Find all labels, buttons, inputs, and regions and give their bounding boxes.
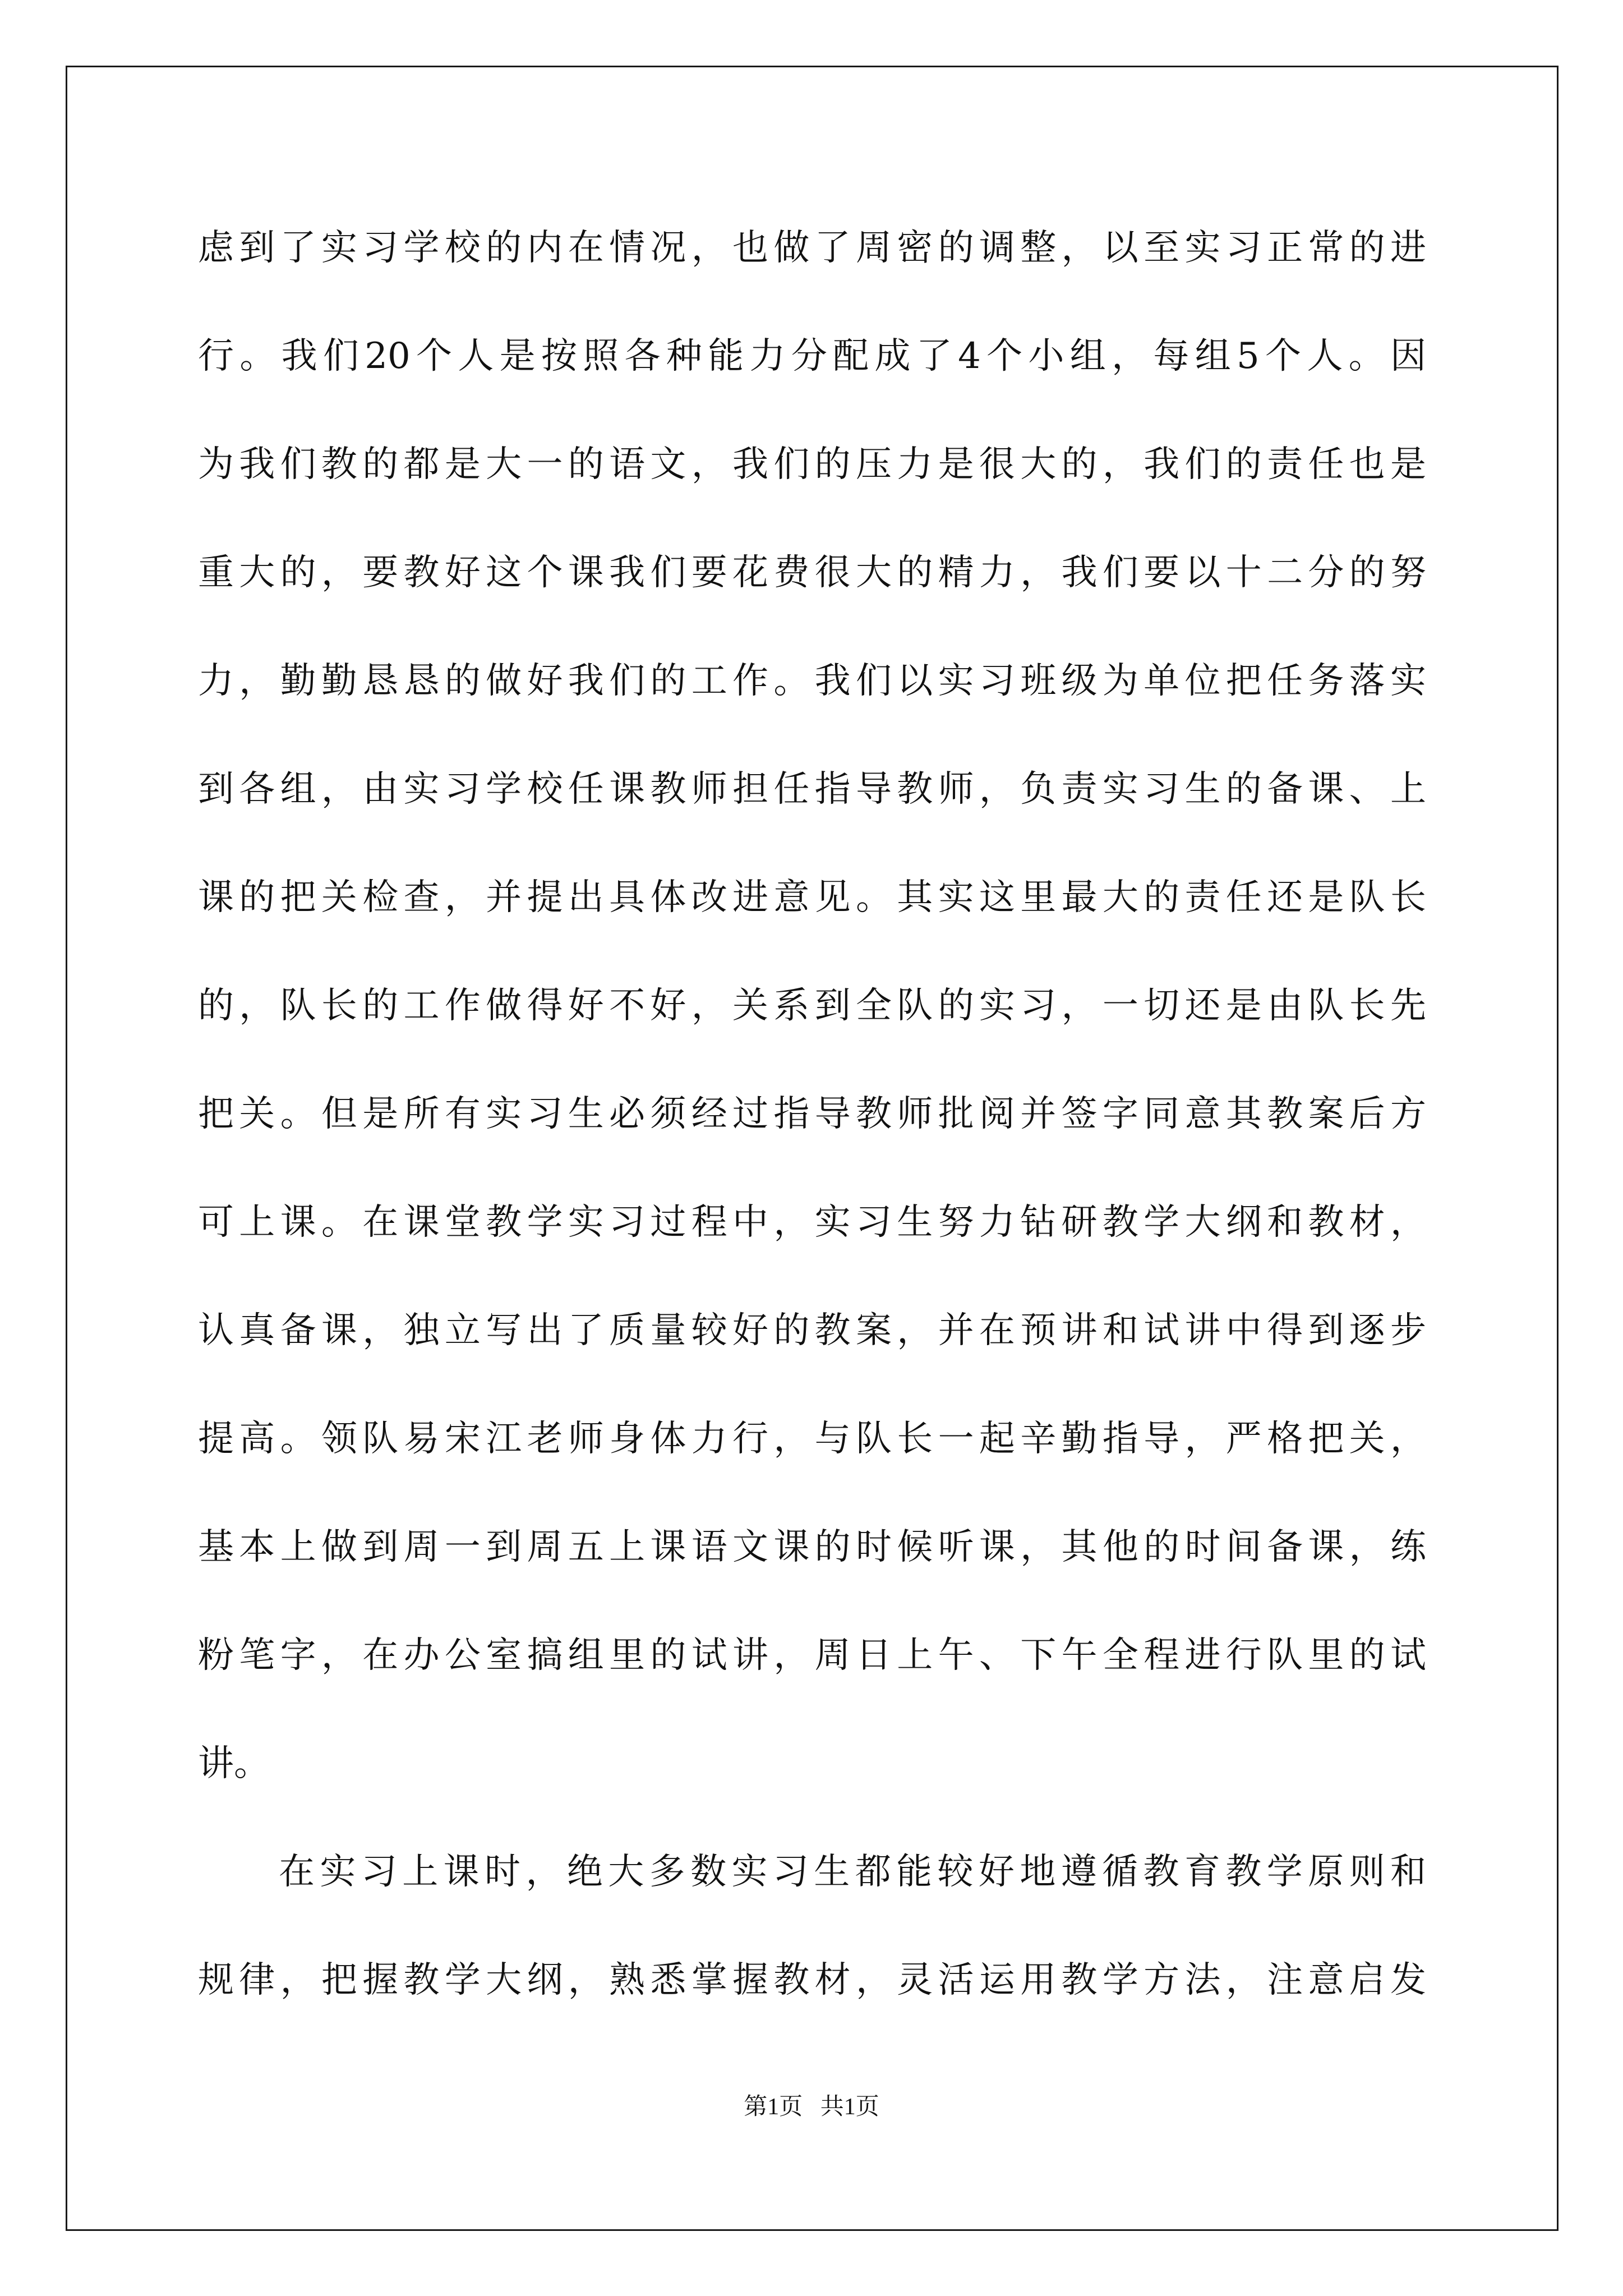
page-border	[66, 66, 1559, 2231]
text-line: 把关。但是所有实习生必须经过指导教师批阅并签字同意其教案后方	[198, 1093, 1426, 1135]
text-line: 重大的，要教好这个课我们要花费很大的精力，我们要以十二分的努	[198, 552, 1426, 593]
text-line: 在实习上课时，绝大多数实习生都能较好地遵循教育教学原则和	[279, 1851, 1426, 1893]
text-line: 的，队长的工作做得好不好，关系到全队的实习，一切还是由队长先	[198, 985, 1426, 1027]
text-line: 基本上做到周一到周五上课语文课的时候听课，其他的时间备课，练	[198, 1526, 1426, 1568]
text-line: 为我们教的都是大一的语文，我们的压力是很大的，我们的责任也是	[198, 444, 1426, 485]
text-line: 到各组，由实习学校任课教师担任指导教师，负责实习生的备课、上	[198, 769, 1426, 810]
text-line: 提高。领队易宋江老师身体力行，与队长一起辛勤指导，严格把关，	[198, 1418, 1426, 1460]
text-line: 认真备课，独立写出了质量较好的教案，并在预讲和试讲中得到逐步	[198, 1310, 1426, 1351]
text-line: 讲。	[198, 1743, 270, 1784]
text-line: 可上课。在课堂教学实习过程中，实习生努力钻研教学大纲和教材，	[198, 1202, 1426, 1243]
text-line: 课的把关检查，并提出具体改进意见。其实这里最大的责任还是队长	[198, 877, 1426, 918]
text-line: 规律，把握教学大纲，熟悉掌握教材，灵活运用教学方法，注意启发	[198, 1959, 1426, 2001]
text-line: 粉笔字，在办公室搞组里的试讲，周日上午、下午全程进行队里的试	[198, 1635, 1426, 1676]
text-line: 行。我们20个人是按照各种能力分配成了4个小组，每组5个人。因	[198, 335, 1426, 377]
text-line: 力，勤勤恳恳的做好我们的工作。我们以实习班级为单位把任务落实	[198, 660, 1426, 702]
text-line: 虑到了实习学校的内在情况，也做了周密的调整，以至实习正常的进	[198, 227, 1426, 269]
page-number-footer: 第1页 共1页	[744, 2094, 879, 2120]
